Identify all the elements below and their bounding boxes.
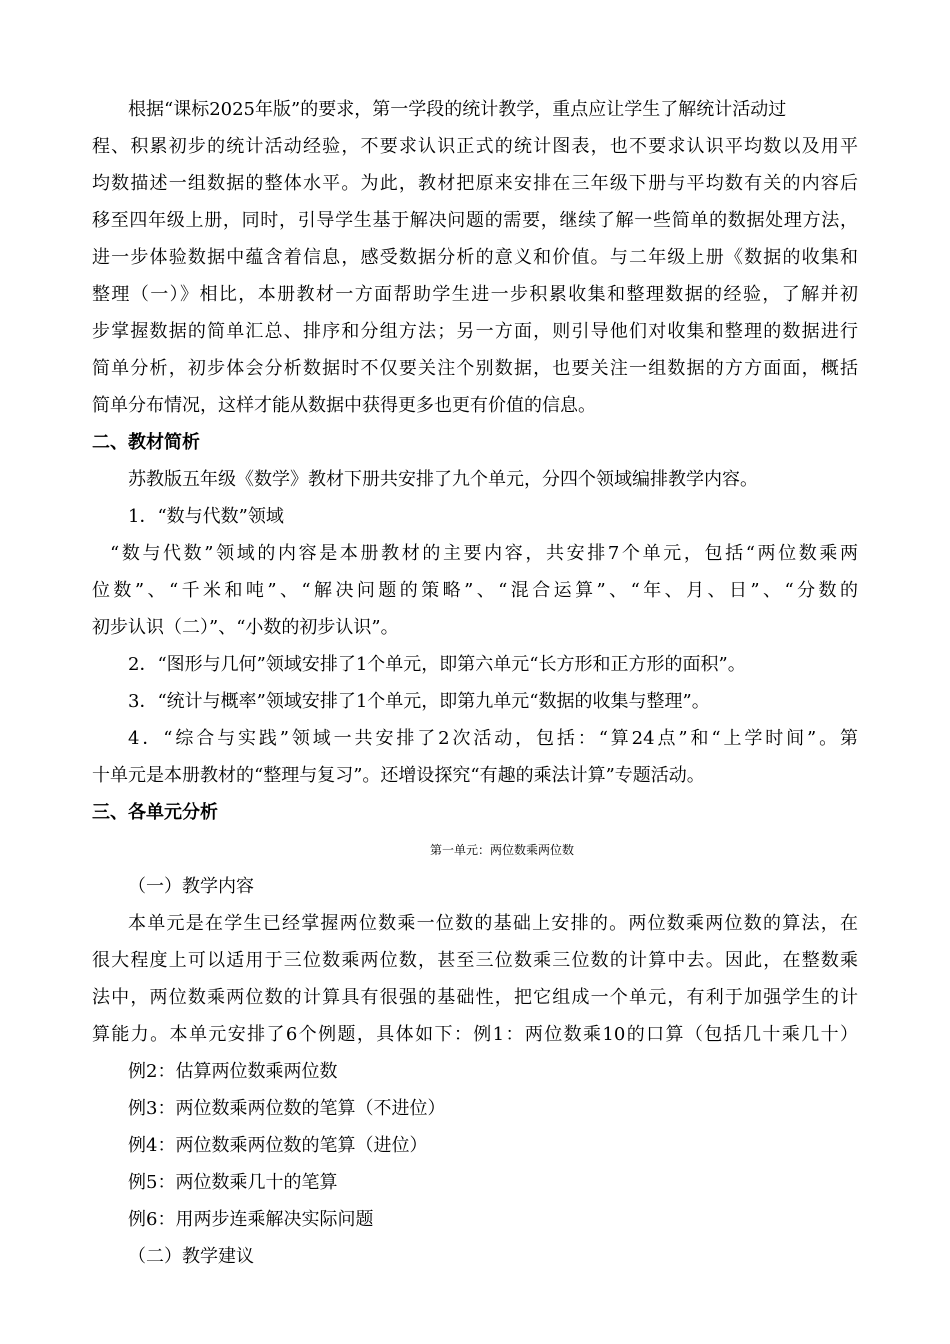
list-item: 例4：两位数乘两位数的笔算（进位） [128,1135,428,1156]
intro-line-1: 根据“课标2025年版”的要求，第一学段的统计教学，重点应让学生了解统计活动过 [128,99,787,120]
unit1-title: 第一单元：两位数乘两位数 [429,843,574,857]
item4-line-1: 4．“综合与实践”领域一共安排了2次活动，包括：“算24点”和“上学时间”。第 [128,728,858,749]
subheading-teaching-suggestions: （二）教学建议 [128,1246,254,1267]
list-item: 例6：用两步连乘解决实际问题 [128,1209,374,1230]
intro-line-9: 简单分布情况，这样才能从数据中获得更多也更有价值的信息。 [92,395,596,416]
intro-line-7: 步掌握数据的简单汇总、排序和分组方法；另一方面，则引导他们对收集和整理的数据进行 [92,321,858,342]
item1-line-2: 位数”、“千米和吨”、“解决问题的策略”、“混合运算”、“年、月、日”、“分数的 [92,580,858,601]
item3-text: 3．“统计与概率”领域安排了1个单元，即第九单元“数据的收集与整理”。 [128,691,710,712]
intro-line-8: 简单分析，初步体会分析数据时不仅要关注个别数据，也要关注一组数据的方方面面，概括 [92,358,858,379]
section-heading-3: 三、各单元分析 [92,802,218,823]
list-item: 例3：两位数乘两位数的笔算（不进位） [128,1098,446,1119]
list-item: 例5：两位数乘几十的笔算 [128,1172,338,1193]
intro-line-3: 均数描述一组数据的整体水平。为此，教材把原来安排在三年级下册与平均数有关的内容后 [92,173,858,194]
intro-line-2: 程、积累初步的统计活动经验，不要求认识正式的统计图表，也不要求认识平均数以及用平 [92,136,858,157]
intro-line-6: 整理（一）》相比，本册教材一方面帮助学生进一步积累收集和整理数据的经验，了解并初 [92,284,858,305]
item2-text: 2．“图形与几何”领域安排了1个单元，即第六单元“长方形和正方形的面积”。 [128,654,746,675]
item4-line-2: 十单元是本册教材的“整理与复习”。还增设探究“有趣的乘法计算”专题活动。 [92,765,705,786]
unit1-line-1: 本单元是在学生已经掌握两位数乘一位数的基础上安排的。两位数乘两位数的算法，在 [128,913,858,934]
section-heading-2: 二、教材简析 [92,432,200,453]
unit1-line-4: 算能力。本单元安排了6个例题，具体如下：例1：两位数乘10的口算（包括几十乘几十） [92,1024,858,1045]
intro-line-4: 移至四年级上册，同时，引导学生基于解决问题的需要，继续了解一些简单的数据处理方法， [92,210,858,231]
item1-line-1: “数与代数”领域的内容是本册教材的主要内容，共安排7个单元，包括“两位数乘两 [110,543,858,564]
item1-title: 1．“数与代数”领域 [128,506,284,527]
item1-line-3: 初步认识（二）”、“小数的初步认识”。 [92,617,399,638]
unit1-line-3: 法中，两位数乘两位数的计算具有很强的基础性，把它组成一个单元，有利于加强学生的计 [92,987,858,1008]
subheading-teaching-content: （一）教学内容 [128,876,254,897]
section2-summary: 苏教版五年级《数学》教材下册共安排了九个单元，分四个领域编排教学内容。 [128,469,758,490]
unit1-line-2: 很大程度上可以适用于三位数乘两位数，甚至三位数乘三位数的计算中去。因此，在整数乘 [92,950,858,971]
intro-line-5: 进一步体验数据中蕴含着信息，感受数据分析的意义和价值。与二年级上册《数据的收集和 [92,247,858,268]
list-item: 例2：估算两位数乘两位数 [128,1061,338,1082]
